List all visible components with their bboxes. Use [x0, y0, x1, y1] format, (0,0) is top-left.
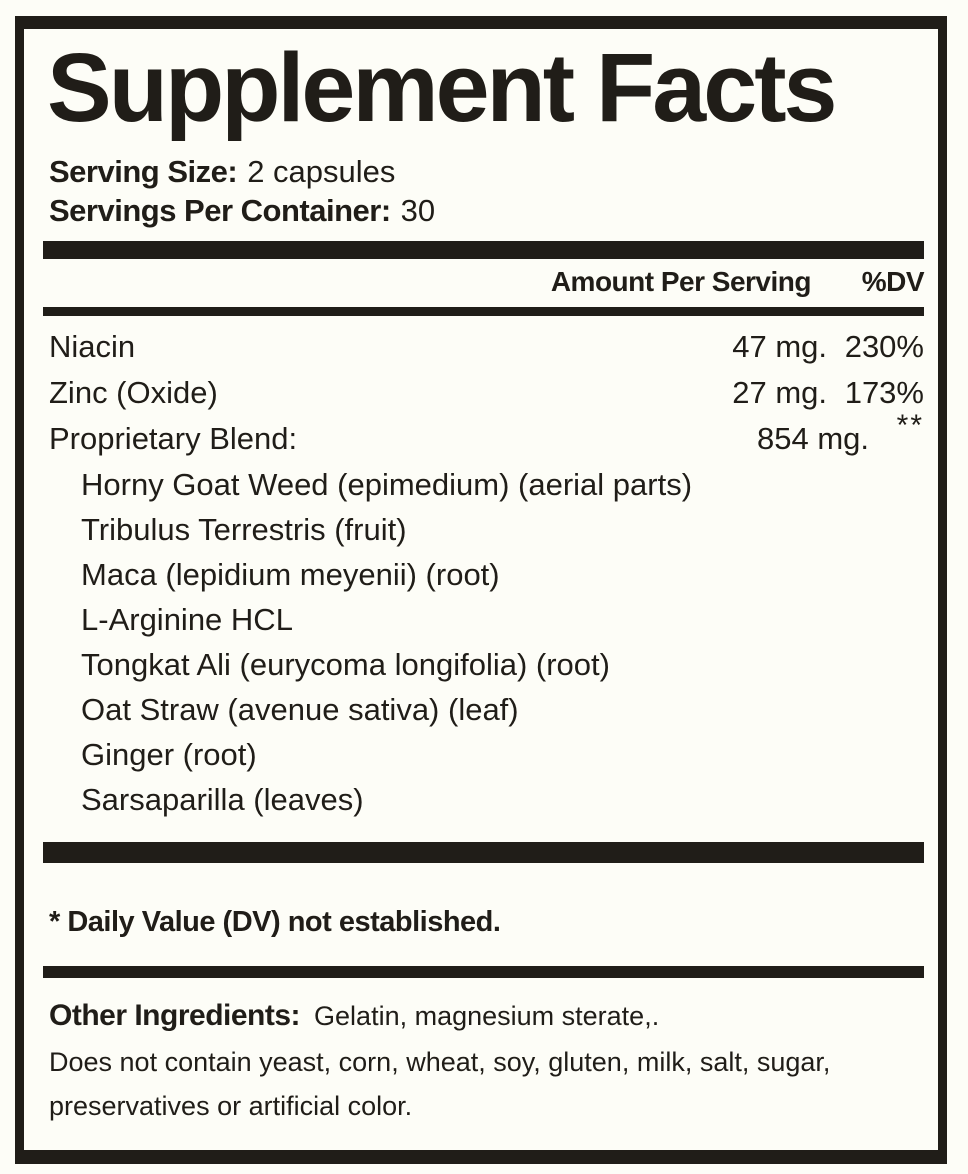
serving-info: [49, 152, 924, 230]
servings-per-container-label: Servings Per Container:: [49, 192, 391, 228]
percent-dv-header: %DV: [861, 265, 924, 297]
ingredient-name: Proprietary Blend:: [49, 420, 298, 456]
blend-ingredient: Tribulus Terrestris (fruit): [81, 511, 407, 547]
ingredient-name: Zinc (Oxide): [49, 374, 218, 410]
servings-per-container-value: 30: [400, 192, 436, 228]
blend-ingredient: Sarsaparilla (leaves): [81, 781, 364, 817]
other-ingredients-line: [49, 998, 924, 1034]
blend-ingredient: Tongkat Ali (eurycoma longifolia) (root): [81, 646, 610, 682]
other-ingredients-label: Other Ingredients:: [49, 998, 301, 1032]
divider-bar-footnote: [43, 966, 924, 978]
disclaimer-line: preservatives or artificial color.: [49, 1090, 413, 1121]
facts-row: [43, 370, 924, 416]
daily-value-footnote: * Daily Value (DV) not established.: [49, 905, 501, 938]
ingredient-name: Niacin: [49, 328, 136, 364]
ingredient-dv: **: [896, 408, 924, 442]
ingredient-dv: 230%: [844, 328, 924, 364]
blend-ingredient: Oat Straw (avenue sativa) (leaf): [81, 691, 519, 727]
ingredient-amount: 854 mg.: [756, 420, 869, 456]
disclaimer-line: Does not contain yeast, corn, wheat, soy, gluten, milk, salt, sugar,: [49, 1046, 831, 1077]
ingredient-amount: 27 mg.: [732, 374, 827, 410]
blend-ingredient: Maca (lepidium meyenii) (root): [81, 556, 500, 592]
panel-title: Supplement Facts: [47, 33, 835, 142]
facts-row: [43, 324, 924, 370]
other-ingredients-value: Gelatin, magnesium sterate,.: [314, 1000, 660, 1031]
amount-per-serving-header: Amount Per Serving: [550, 265, 811, 297]
servings-per-container-line: [49, 191, 924, 230]
facts-rows: [43, 324, 924, 462]
serving-size-line: [49, 152, 924, 191]
table-header-row: [43, 265, 924, 299]
divider-bar-top: [43, 241, 924, 259]
supplement-facts-panel: [15, 16, 947, 1164]
blend-ingredient: Ginger (root): [81, 736, 257, 772]
ingredient-amount: 47 mg.: [732, 328, 827, 364]
divider-bar-blend-end: [43, 842, 924, 863]
contains-disclaimer: [49, 1040, 924, 1128]
divider-bar-header: [43, 307, 924, 316]
serving-size-label: Serving Size:: [49, 153, 238, 189]
ingredient-dv: 173%: [844, 374, 924, 410]
blend-ingredient: L-Arginine HCL: [81, 601, 293, 637]
blend-ingredient: Horny Goat Weed (epimedium) (aerial parts): [81, 466, 693, 502]
panel-content: [24, 33, 938, 1128]
serving-size-value: 2 capsules: [247, 153, 396, 189]
proprietary-blend-list: [43, 462, 924, 822]
facts-row: [43, 408, 924, 462]
